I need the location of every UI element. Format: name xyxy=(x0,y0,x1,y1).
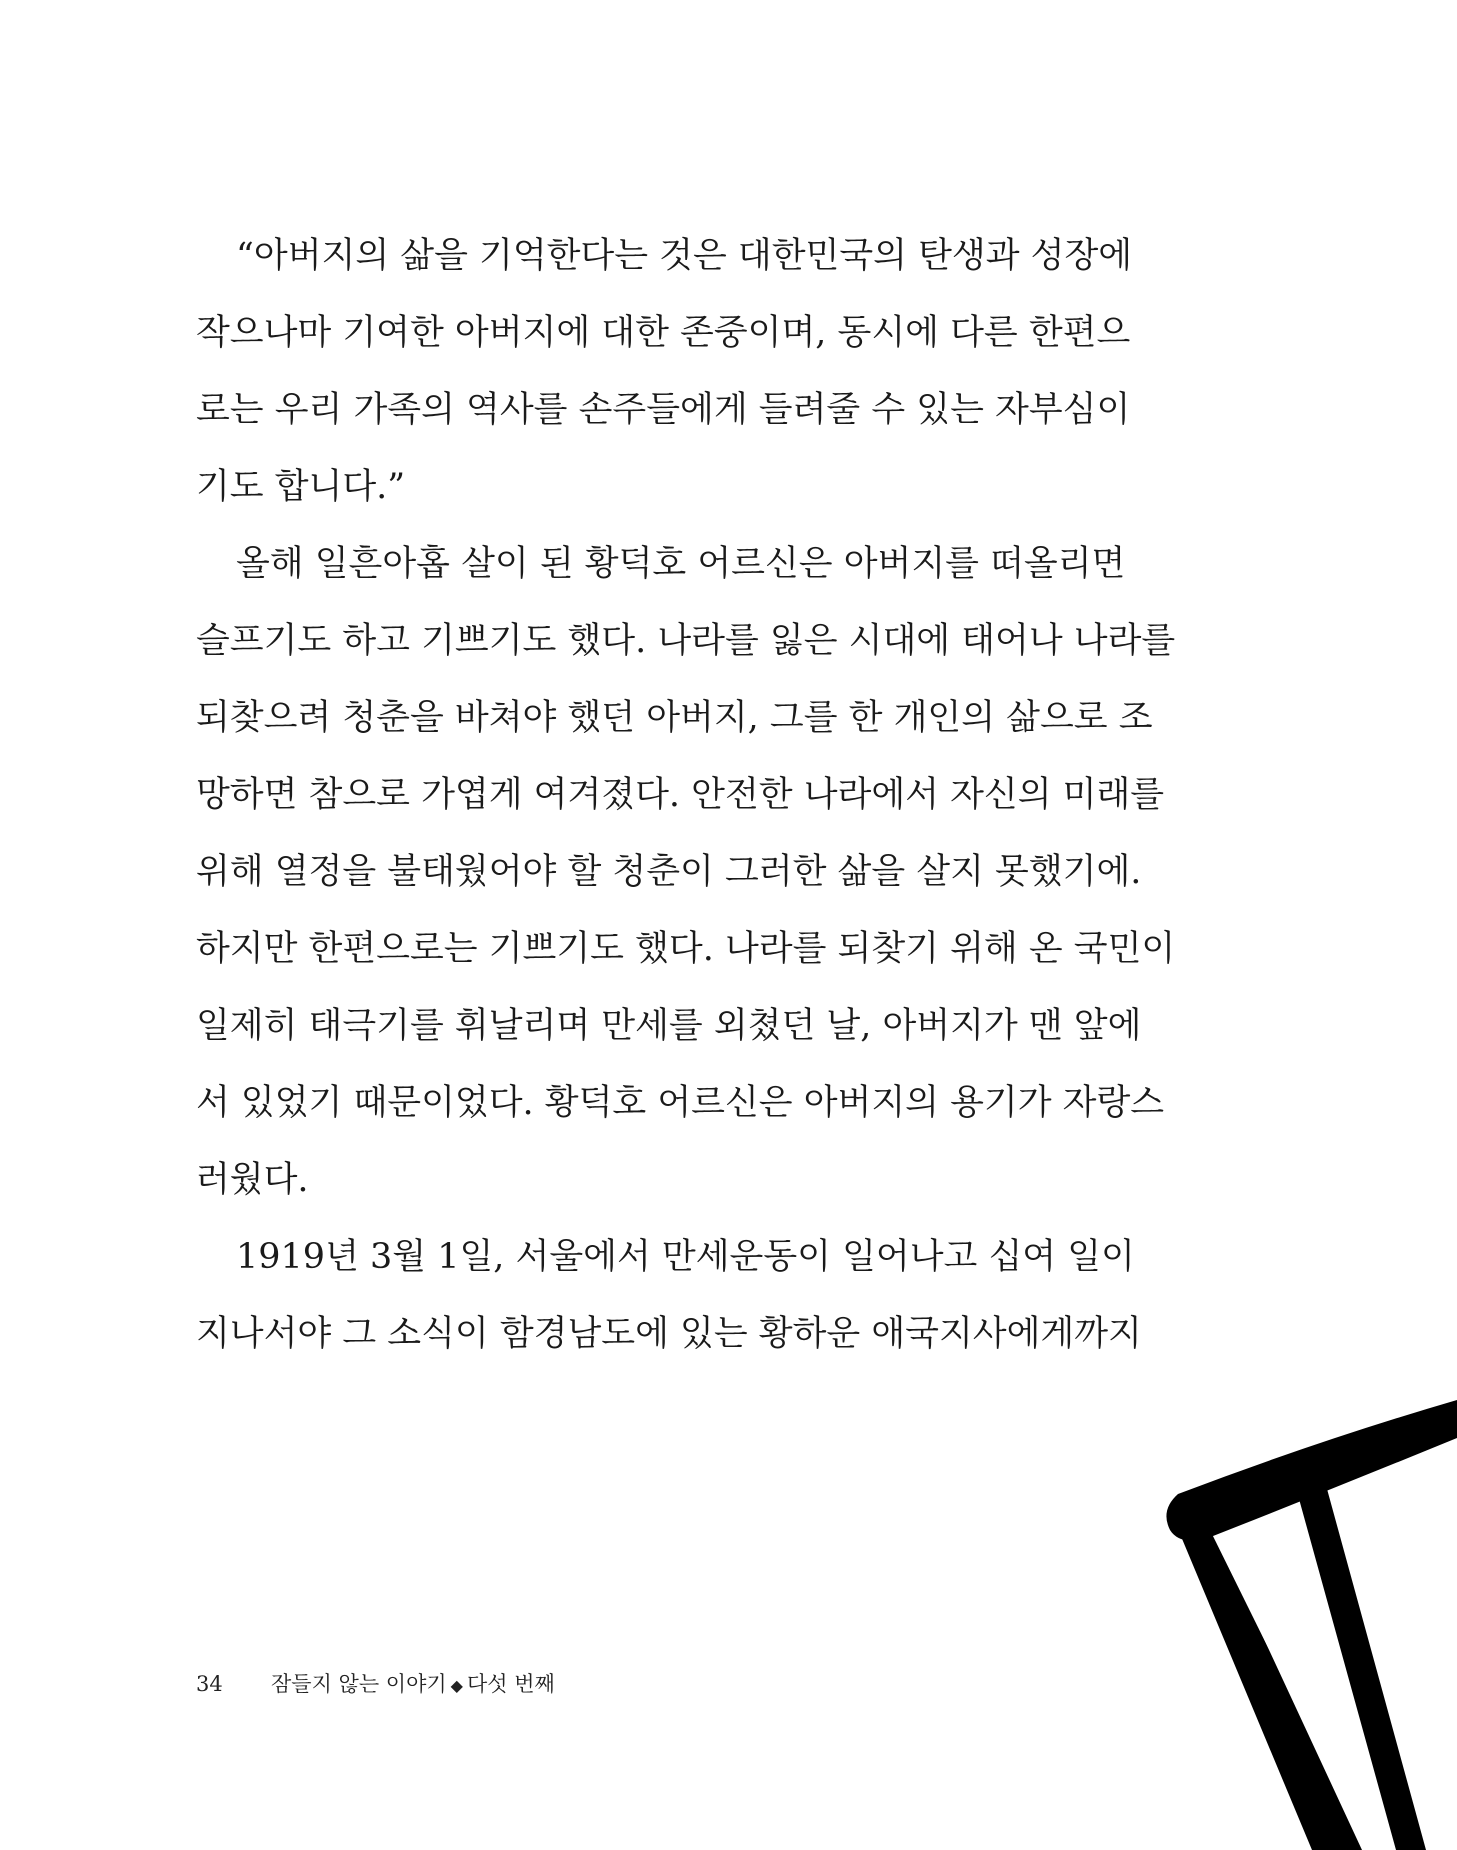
text-line: 작으나마 기여한 아버지에 대한 존중이며, 동시에 다른 한편으 xyxy=(196,313,1131,353)
page-footer xyxy=(196,1668,555,1698)
text-line: 위해 열정을 불태웠어야 할 청춘이 그러한 삶을 살지 못했기에. xyxy=(196,852,1142,892)
text-line: 일제히 태극기를 휘날리며 만세를 외쳤던 날, 아버지가 맨 앞에 xyxy=(196,1006,1142,1046)
text-line: “아버지의 삶을 기억한다는 것은 대한민국의 탄생과 성장에 xyxy=(236,236,1133,276)
text-line: 하지만 한편으로는 기쁘기도 했다. 나라를 되찾기 위해 온 국민이 xyxy=(196,929,1176,969)
text-line: 기도 합니다.” xyxy=(196,467,406,507)
text-line: 서 있었기 때문이었다. 황덕호 어르신은 아버지의 용기가 자랑스 xyxy=(196,1083,1165,1123)
text-line: 지나서야 그 소식이 함경남도에 있는 황하운 애국지사에게까지 xyxy=(196,1314,1142,1354)
page-number: 34 xyxy=(196,1672,223,1696)
text-line: 로는 우리 가족의 역사를 손주들에게 들려줄 수 있는 자부심이 xyxy=(196,390,1131,430)
text-line: 올해 일흔아홉 살이 된 황덕호 어르신은 아버지를 떠올리면 xyxy=(236,544,1126,584)
text-line: 슬프기도 하고 기쁘기도 했다. 나라를 잃은 시대에 태어나 나라를 xyxy=(196,621,1176,661)
body-text xyxy=(196,218,1176,1373)
text-line: 망하면 참으로 가엽게 여겨졌다. 안전한 나라에서 자신의 미래를 xyxy=(196,775,1165,815)
chair-illustration-icon xyxy=(1100,1370,1457,1850)
text-line: 러웠다. xyxy=(196,1160,309,1200)
text-line: 1919년 3월 1일, 서울에서 만세운동이 일어나고 십여 일이 xyxy=(236,1237,1135,1277)
book-title: 잠들지 않는 이야기 xyxy=(271,1672,447,1696)
separator-diamond-icon: ◆ xyxy=(450,1676,463,1695)
volume-label: 다섯 번째 xyxy=(466,1672,555,1696)
text-line: 되찾으려 청춘을 바쳐야 했던 아버지, 그를 한 개인의 삶으로 조 xyxy=(196,698,1153,738)
